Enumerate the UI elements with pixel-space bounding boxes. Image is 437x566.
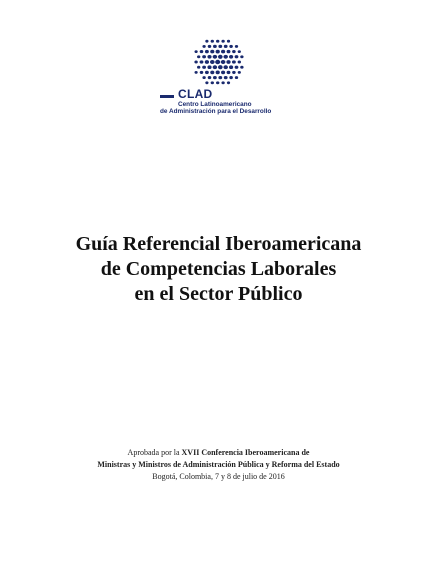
emblem-dot: [205, 71, 209, 74]
emblem-dot: [235, 45, 238, 48]
clad-logo: [150, 36, 290, 118]
emblem-dot: [218, 45, 222, 48]
emblem-dot: [207, 55, 211, 59]
emblem-dot: [216, 40, 219, 43]
approval-note: [0, 447, 437, 483]
emblem-dot: [213, 65, 217, 69]
emblem-dot: [218, 55, 223, 59]
approval-place-date: Bogotá, Colombia, 7 y 8 de julio de 2016: [152, 472, 285, 481]
emblem-dot: [195, 71, 198, 74]
emblem-dot: [205, 50, 209, 53]
title-line-3: en el Sector Público: [134, 283, 303, 305]
emblem-dot: [227, 50, 231, 53]
emblem-dot: [232, 71, 236, 74]
emblem-dot: [229, 76, 233, 79]
emblem-dot: [221, 50, 225, 54]
emblem-dot: [226, 60, 230, 64]
logo-name-line-1: Centro Latinoamericano: [178, 101, 252, 108]
emblem-dot: [210, 50, 214, 54]
logo-underline: [160, 95, 174, 98]
emblem-dot: [216, 81, 219, 84]
emblem-dot: [224, 45, 228, 48]
emblem-dot: [202, 76, 205, 79]
emblem-dot: [215, 60, 220, 64]
emblem-dot: [195, 50, 198, 53]
emblem-dot: [202, 66, 206, 69]
emblem-dot: [213, 55, 217, 59]
logo-name-line-2: de Administración para el Desarrollo: [160, 108, 272, 115]
emblem-dot: [210, 60, 215, 64]
emblem-dot: [238, 61, 241, 64]
logo-abbreviation: CLAD: [178, 87, 213, 101]
emblem-dot: [200, 50, 204, 53]
emblem-dot: [213, 76, 217, 79]
emblem-dot: [197, 66, 200, 69]
emblem-dot: [238, 71, 241, 74]
emblem-dot: [232, 50, 236, 53]
emblem-dot: [213, 45, 217, 48]
emblem-dot: [235, 76, 238, 79]
title-line-1: Guía Referencial Iberoamericana: [75, 233, 362, 255]
emblem-dot: [202, 45, 205, 48]
emblem-dot: [221, 60, 226, 64]
approval-conference: XVII Conferencia Iberoamericana de: [181, 448, 310, 457]
emblem-dot: [194, 61, 197, 64]
emblem-dot: [208, 45, 212, 48]
emblem-dot: [229, 55, 233, 59]
document-title: [0, 232, 437, 307]
approval-line-2: Ministras y Ministros de Administración Pública y Reforma del Estado: [97, 460, 340, 469]
emblem-dot: [240, 66, 243, 69]
emblem-dot: [221, 40, 224, 43]
emblem-dot: [221, 71, 225, 75]
emblem-dot: [227, 40, 230, 43]
approval-prefix: Aprobada por la: [127, 448, 182, 457]
emblem-dot: [202, 55, 206, 58]
emblem-dot: [216, 50, 220, 54]
emblem-dot: [205, 40, 208, 43]
emblem-dot: [235, 55, 239, 58]
emblem-dot: [205, 60, 209, 64]
emblem-dot: [210, 71, 214, 75]
emblem-dot: [229, 65, 233, 69]
emblem-dot: [223, 65, 227, 69]
emblem-dot: [240, 55, 243, 58]
title-line-2: de Competencias Laborales: [100, 258, 337, 280]
emblem-dot: [224, 76, 228, 79]
emblem-dot: [235, 66, 239, 69]
emblem-dot: [197, 55, 200, 58]
emblem-dot: [218, 65, 223, 69]
emblem-dot: [200, 60, 204, 63]
emblem-dot: [216, 71, 220, 75]
emblem-dot: [200, 71, 204, 74]
emblem-dot: [208, 76, 212, 79]
emblem-dot: [218, 76, 222, 79]
emblem-dot: [207, 65, 211, 69]
emblem-dot: [223, 55, 227, 59]
emblem-dot: [238, 50, 241, 53]
emblem-dot: [205, 81, 208, 84]
emblem-dot: [232, 60, 236, 63]
emblem-dot: [211, 40, 214, 43]
clad-emblem-icon: [193, 36, 245, 88]
approval-line-1: [0, 447, 437, 459]
emblem-dot: [211, 81, 214, 84]
emblem-dot: [229, 45, 233, 48]
emblem-dot: [227, 81, 230, 84]
emblem-dot: [227, 71, 231, 74]
emblem-dot: [221, 81, 224, 84]
